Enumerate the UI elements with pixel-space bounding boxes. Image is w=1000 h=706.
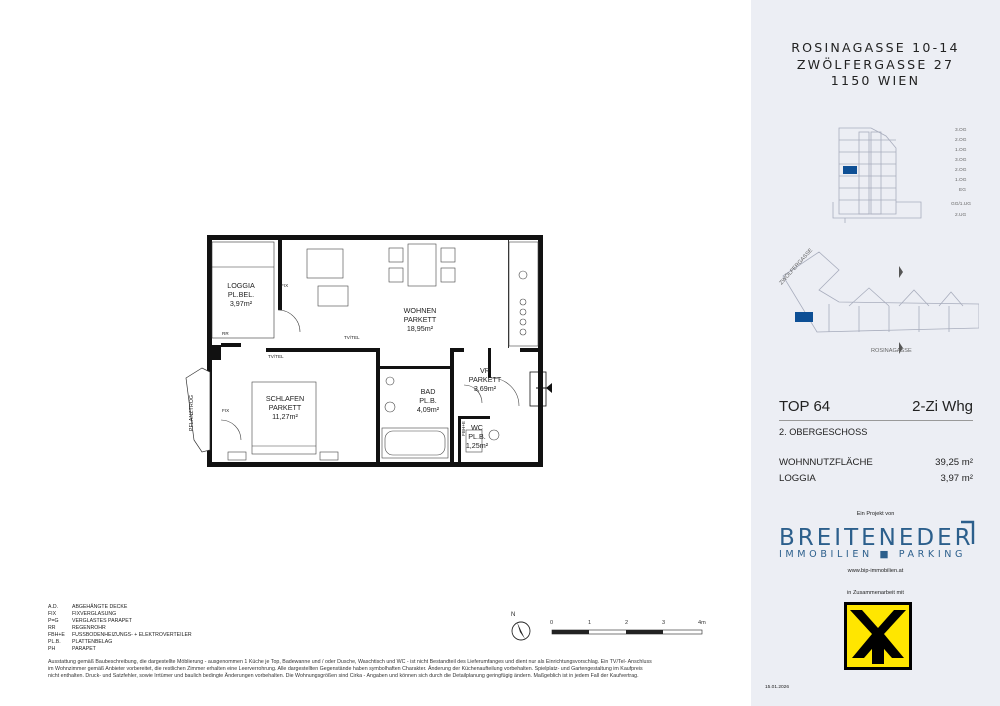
brand-subtitle: IMMOBILIEN ■ PARKING [779, 549, 967, 560]
legend-abbr: FIX [48, 611, 57, 617]
scale-tick-label: 3 [662, 620, 666, 626]
legend-text: PLATTENBELAG [72, 639, 113, 645]
legend [48, 604, 192, 653]
room-loggia-name: LOGGIA [227, 281, 255, 290]
legend-row [48, 639, 192, 646]
floor-label: EG [959, 188, 966, 193]
room-bad-area: 4,09m² [416, 405, 440, 414]
site-plan [779, 240, 979, 365]
scale-bar-graphic [548, 620, 718, 642]
tvtel-label-living: TV/TEL [344, 335, 360, 340]
legend-text: VERGLASTES PARAPET [72, 618, 132, 624]
scale-tick-label: 4m [698, 620, 706, 626]
floor-label: 3.OG [955, 128, 967, 133]
room-bad-floor: PL.B. [419, 396, 437, 405]
floor-plan [180, 230, 560, 475]
room-wc [462, 423, 492, 450]
panel-divider [779, 420, 973, 421]
floor-label: 2.UG [955, 213, 967, 218]
room-wohnen-floor: PARKETT [403, 315, 437, 324]
legend-text: REGENROHR [72, 625, 106, 631]
floor-label: GG/1.UG [951, 202, 971, 207]
disclaimer-line: im Wohnzimmer gemäß Anbieter vorbereitet, die restlichen Zimmer erhalten eine Leerverrohrung. Alle dargestellten Gegenstände haben symbolhaften Charakter. Änderung der Küchenaufteilung vorbehalten. Spielplatz- und Gartengestaltung im Kaufpreis [48, 666, 643, 673]
room-schlafen [250, 394, 320, 421]
print-date: 15.01.2026 [765, 685, 790, 690]
legend-abbr: RR [48, 625, 56, 631]
legend-abbr: FBH+E [48, 632, 65, 638]
street-label-zwoelfergasse: ZWÖLFERGASSE [778, 247, 815, 287]
fbhe-label: FBH+E [460, 421, 466, 436]
room-schlafen-area: 11,27m² [272, 412, 298, 421]
room-vr [460, 366, 510, 393]
room-wohnen [380, 306, 460, 333]
room-schlafen-floor: PARKETT [268, 403, 302, 412]
area-label: LOGGIA [779, 473, 816, 484]
room-loggia [216, 281, 266, 308]
address-line-1: ROSINAGASSE 10-14 [791, 40, 960, 55]
fix-label-bedroom: FIX [222, 408, 230, 413]
area-value: 3,97 m² [940, 473, 973, 484]
room-wohnen-area: 18,95m² [406, 324, 434, 333]
legend-row [48, 611, 192, 618]
legend-abbr: P=G [48, 618, 59, 624]
room-vr-floor: PARKETT [468, 375, 502, 384]
brand-corner-icon [961, 520, 975, 546]
unit-type: 2-Zi Whg [912, 398, 973, 415]
legend-text: PARAPET [72, 646, 96, 652]
unit-highlight [843, 166, 857, 174]
info-panel [751, 0, 1000, 706]
website-text: www.bip-immobilien.at [847, 568, 904, 574]
legend-row [48, 618, 192, 625]
room-bad [408, 387, 448, 414]
cooperation-text: in Zusammenarbeit mit [847, 590, 904, 596]
building-elevation [811, 118, 1000, 238]
legend-row [48, 646, 192, 653]
north-arrow [508, 612, 534, 644]
floor-label: 1.OG [955, 178, 967, 183]
scale-tick-label: 0 [550, 620, 554, 626]
pflanztrog-label: PFLANZTROG [189, 394, 196, 432]
room-wc-area: 1,25m² [465, 441, 489, 450]
area-row-wohnnutzflaeche [779, 457, 973, 468]
room-bad-name: BAD [420, 387, 436, 396]
room-wc-name: WC [471, 423, 483, 432]
raiffeisen-giebelkreuz-icon [844, 602, 912, 670]
floor-label: 3.OG [955, 158, 967, 163]
disclaimer-line: nicht enthalten. Druck- und Satzfehler, sowie Irrtümer und baulich bedingte Änderungen vorbehalten. Die Wohnungsgrößen sind Cirka - Angaben und können sich durch die Detailplanung geringfügig ändern. Maßgeblich ist in jedem Fall der Kaufvertrag. [48, 673, 639, 680]
street-label-rosinagasse: ROSINAGASSE [871, 348, 912, 354]
address-line-2: ZWÖLFERGASSE 27 [796, 57, 955, 72]
legend-row [48, 625, 192, 632]
legend-abbr: PH [48, 646, 56, 652]
room-schlafen-name: SCHLAFEN [265, 394, 305, 403]
floor-name: 2. OBERGESCHOSS [779, 427, 868, 437]
fix-label-loggia: FIX [281, 283, 289, 288]
scale-tick-label: 1 [588, 620, 592, 626]
room-wc-floor: PL.B. [468, 432, 486, 441]
floor-label: 1.OG [955, 148, 967, 153]
address-line-3: 1150 WIEN [830, 73, 921, 88]
room-loggia-area: 3,97m² [229, 299, 253, 308]
room-wohnen-name: WOHNEN [403, 306, 437, 315]
scale-bar [548, 620, 718, 642]
room-loggia-floor: PL.BEL. [227, 290, 255, 299]
rr-label: RR [222, 331, 229, 336]
brand-name: BREITENEDER [779, 525, 974, 551]
disclaimer [48, 659, 708, 681]
tvtel-label-bedroom: TV/TEL [268, 354, 284, 359]
legend-text: FIXVERGLASUNG [72, 611, 117, 617]
area-row-loggia [779, 473, 973, 484]
room-vr-area: 3,69m² [473, 384, 497, 393]
floor-label: 2.OG [955, 138, 967, 143]
floor-label: 2.OG [955, 168, 967, 173]
area-value: 39,25 m² [935, 457, 973, 468]
north-label: N [511, 612, 516, 618]
legend-row [48, 632, 192, 639]
legend-row [48, 604, 192, 611]
legend-abbr: A.D. [48, 604, 59, 610]
top-number: TOP 64 [779, 398, 831, 415]
site-plan-drawing [779, 240, 979, 365]
room-vr-name: VR [480, 366, 490, 375]
floor-plan-drawing [180, 230, 560, 475]
area-label: WOHNNUTZFLÄCHE [779, 457, 873, 468]
project-by-text: Ein Projekt von [856, 511, 895, 517]
legend-text: FUSSBODENHEIZUNGS- + ELEKTROVERTEILER [72, 632, 192, 638]
building-elevation-drawing [811, 118, 1000, 238]
raiffeisen-logo [844, 602, 912, 670]
legend-abbr: PL.B. [48, 639, 61, 645]
scale-tick-label: 2 [625, 620, 629, 626]
unit-highlight-site [795, 312, 813, 322]
disclaimer-line: Ausstattung gemäß Baubeschreibung, die dargestellte Möblierung - ausgenommen 1 Küche je Top, Badewanne und / oder Dusche, Waschtisch und WC - ist nicht Bestandteil des Lieferumfanges und dient nur als Einrichtungsvorschlag. Ein TV/Tel- Anschluss [48, 659, 652, 665]
breiteneder-logo [779, 518, 979, 564]
legend-text: ABGEHÄNGTE DECKE [72, 604, 128, 610]
